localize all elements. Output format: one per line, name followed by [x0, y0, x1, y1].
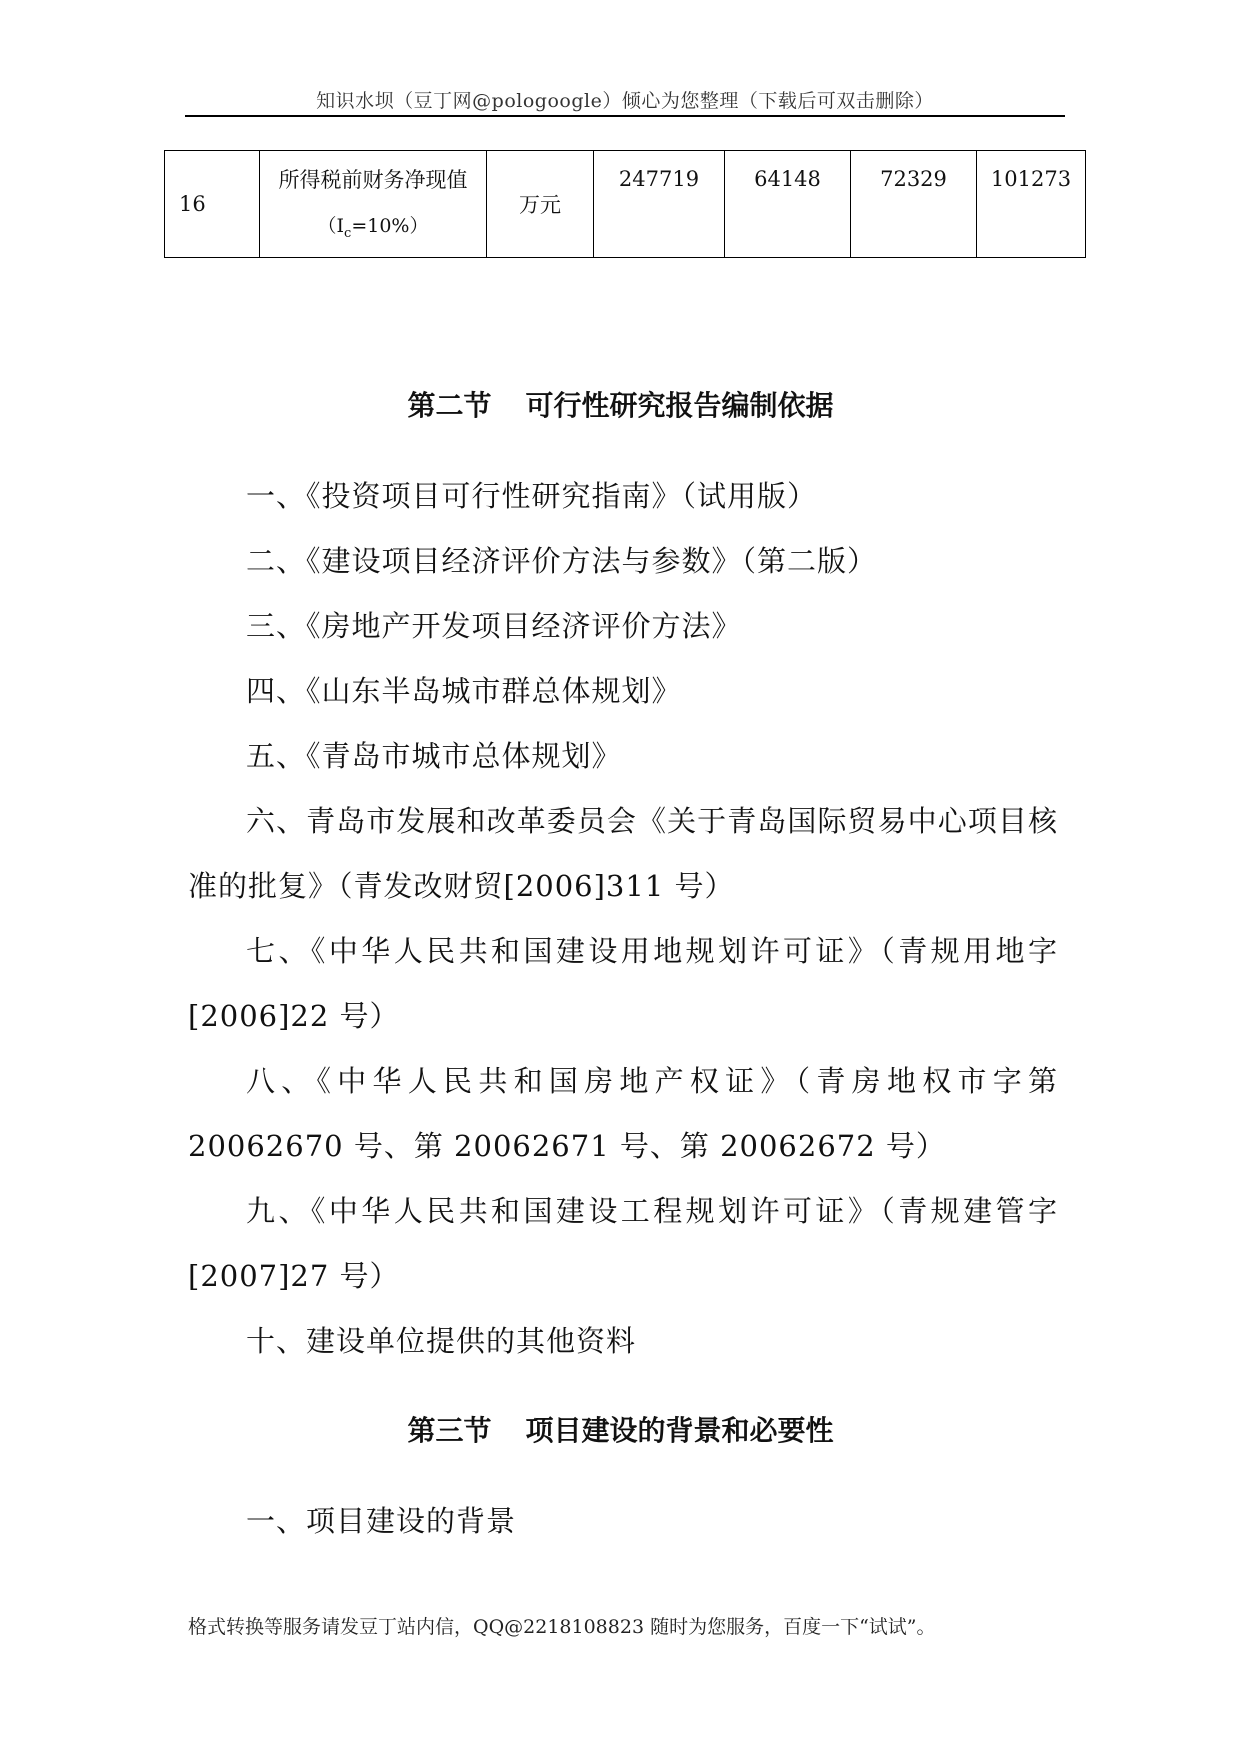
npv-table	[164, 150, 1086, 258]
background-item-1: 一、项目建设的背景	[246, 1504, 517, 1538]
rate-suffix: =10%）	[351, 215, 429, 237]
row-unit: 万元	[487, 151, 594, 258]
row-name	[260, 151, 487, 258]
basis-item-3: 三、《房地产开发项目经济评价方法》	[246, 609, 742, 643]
basis-item-2: 二、《建设项目经济评价方法与参数》（第二版）	[246, 544, 878, 578]
row-name-line1: 所得税前财务净现值	[278, 168, 468, 192]
rate-prefix: （I	[317, 215, 345, 237]
section2-title: 可行性研究报告编制依据	[525, 389, 834, 422]
basis-item-9: 九、《中华人民共和国建设工程规划许可证》（青规建管字[2007]27 号）	[188, 1194, 1058, 1293]
basis-item-10: 十、建设单位提供的其他资料	[246, 1324, 637, 1358]
row-name-line2	[260, 203, 486, 257]
table-row	[165, 151, 1086, 258]
basis-item-1: 一、《投资项目可行性研究指南》（试用版）	[246, 479, 818, 513]
section2-number: 第二节	[407, 389, 492, 422]
row-number: 16	[165, 151, 260, 258]
row-value-total: 247719	[594, 151, 725, 258]
section3-heading	[0, 1409, 1241, 1449]
row-value-2: 72329	[851, 151, 977, 258]
section3-title: 项目建设的背景和必要性	[525, 1414, 834, 1447]
header-rule	[185, 115, 1065, 117]
basis-item-5: 五、《青岛市城市总体规划》	[246, 739, 622, 773]
page-header: 知识水坝（豆丁网@pologoogle）倾心为您整理（下载后可双击删除）	[316, 90, 934, 112]
row-value-3: 101273	[977, 151, 1086, 258]
section3-number: 第三节	[407, 1414, 492, 1447]
basis-item-6: 六、青岛市发展和改革委员会《关于青岛国际贸易中心项目核准的批复》（青发改财贸[2006]311 号）	[188, 804, 1058, 903]
basis-item-8: 八、《中华人民共和国房地产权证》（青房地权市字第 20062670 号、第 20062671 号、第 20062672 号）	[188, 1064, 1058, 1163]
page-footer: 格式转换等服务请发豆丁站内信，QQ@2218108823 随时为您服务，百度一下“试试”。	[188, 1616, 936, 1638]
basis-item-7: 七、《中华人民共和国建设用地规划许可证》（青规用地字[2006]22 号）	[188, 934, 1058, 1033]
basis-item-4: 四、《山东半岛城市群总体规划》	[246, 674, 682, 708]
rate-subscript: c	[344, 225, 352, 241]
row-value-1: 64148	[725, 151, 851, 258]
section2-heading	[0, 384, 1241, 424]
